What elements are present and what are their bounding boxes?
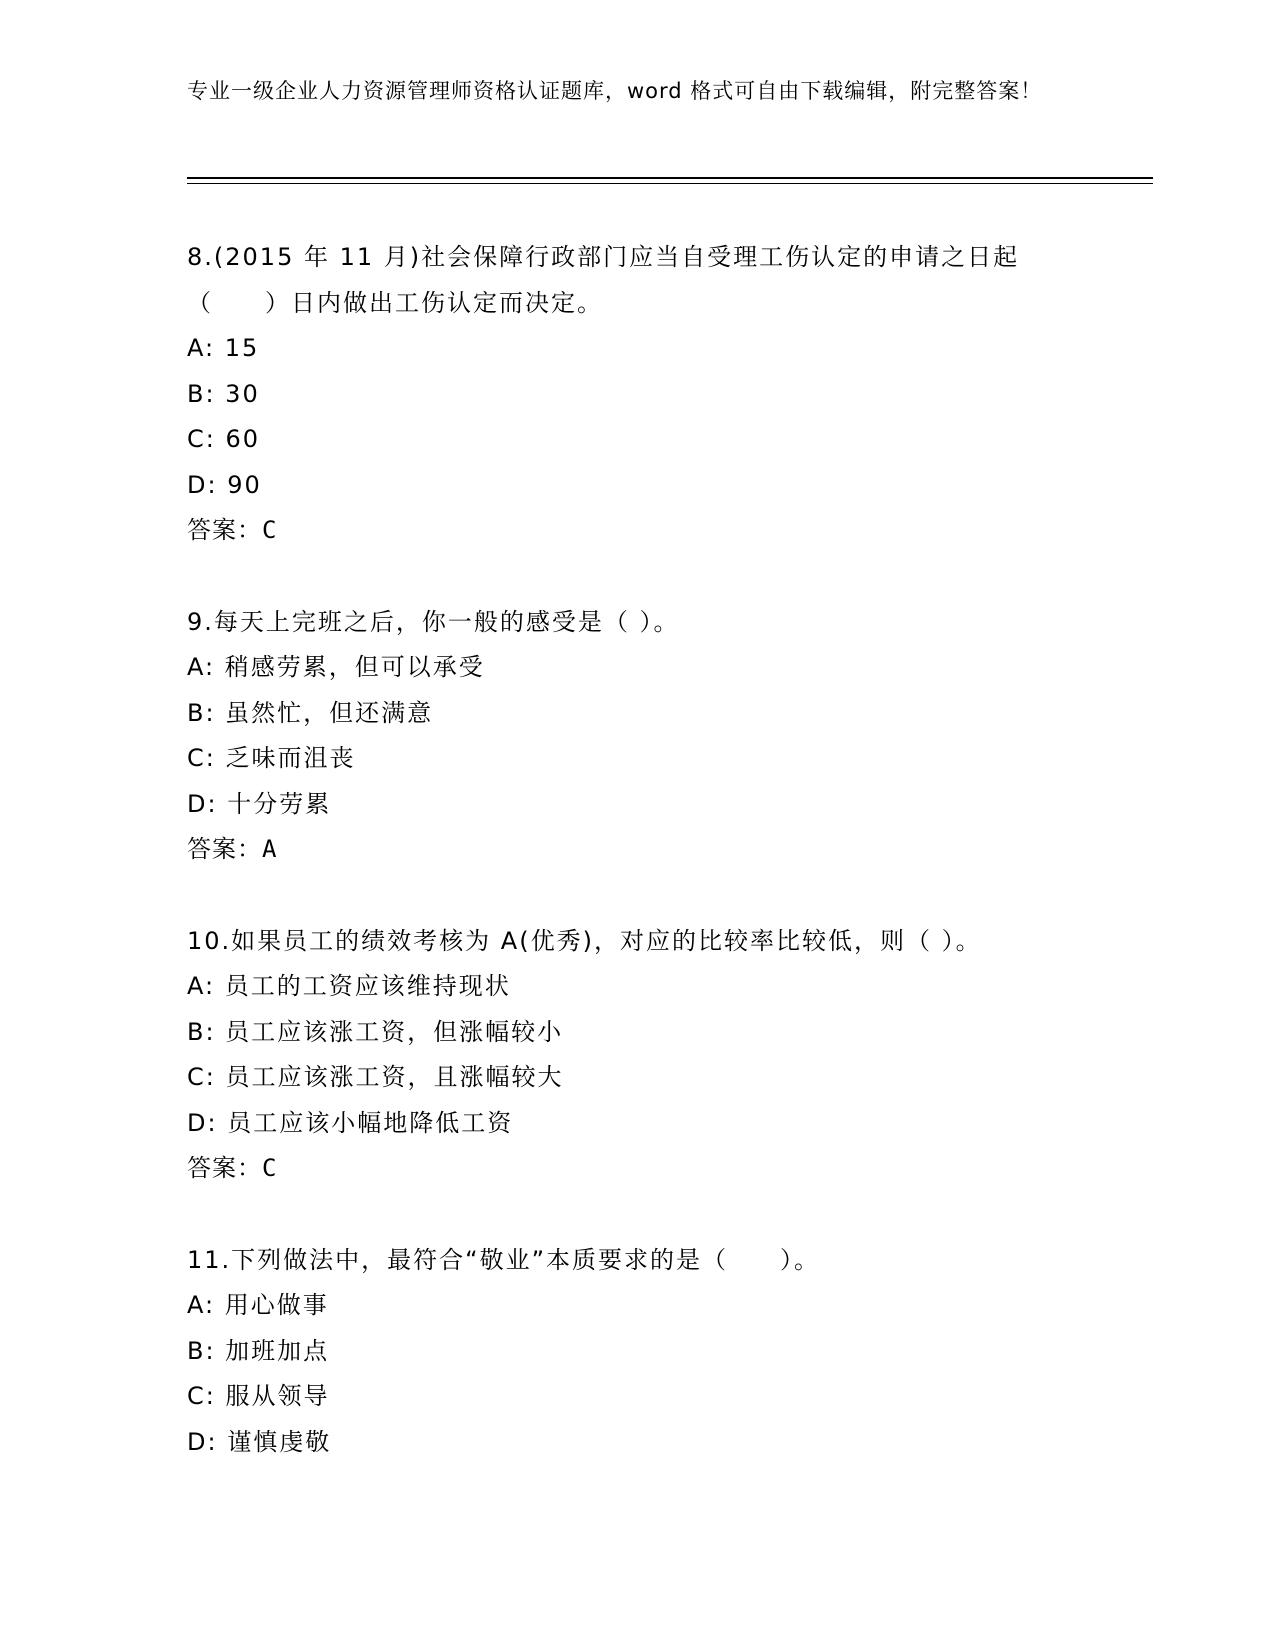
- answer-line: 答案：C: [187, 1154, 278, 1182]
- question-item: [187, 600, 1153, 873]
- option-c: C: 乏味而沮丧: [187, 744, 356, 772]
- question-stem: 10.如果员工的绩效考核为 A(优秀)，对应的比较率比较低，则（ ）。: [187, 926, 982, 955]
- question-item: [187, 1238, 1153, 1466]
- option-a: A: 用心做事: [187, 1291, 329, 1319]
- answer-line: 答案：A: [187, 835, 278, 863]
- option-b: B: 虽然忙，但还满意: [187, 698, 434, 727]
- option-d: D: 十分劳累: [187, 789, 332, 818]
- header-rule-thick: [187, 177, 1153, 179]
- option-b: B: 30: [187, 379, 260, 408]
- question-item: [187, 919, 1153, 1192]
- option-c: C: 60: [187, 425, 261, 453]
- option-b: B: 加班加点: [187, 1336, 330, 1365]
- option-c: C: 员工应该涨工资，且涨幅较大: [187, 1063, 564, 1091]
- option-a: A: 15: [187, 334, 260, 362]
- question-list: [187, 235, 1153, 1511]
- option-a: A: 员工的工资应该维持现状: [187, 972, 511, 1000]
- question-stem: 11.下列做法中，最符合“敬业”本质要求的是（ ）。: [187, 1245, 821, 1274]
- document-header: 专业一级企业人力资源管理师资格认证题库，word 格式可自由下载编辑，附完整答案！: [187, 79, 1043, 103]
- option-c: C: 服从领导: [187, 1382, 330, 1410]
- option-d: D: 员工应该小幅地降低工资: [187, 1108, 514, 1137]
- option-a: A: 稍感劳累，但可以承受: [187, 653, 485, 681]
- question-stem: 9.每天上完班之后，你一般的感受是（ ）。: [187, 607, 680, 636]
- question-item: [187, 235, 1153, 554]
- question-stem: 8.(2015 年 11 月)社会保障行政部门应当自受理工伤认定的申请之日起（ ）日内做出工伤认定而决定。: [187, 243, 1020, 317]
- option-d: D: 90: [187, 470, 262, 499]
- option-d: D: 谨慎虔敬: [187, 1427, 332, 1456]
- header-rule-thin: [187, 183, 1153, 184]
- option-b: B: 员工应该涨工资，但涨幅较小: [187, 1017, 564, 1046]
- answer-line: 答案：C: [187, 516, 278, 544]
